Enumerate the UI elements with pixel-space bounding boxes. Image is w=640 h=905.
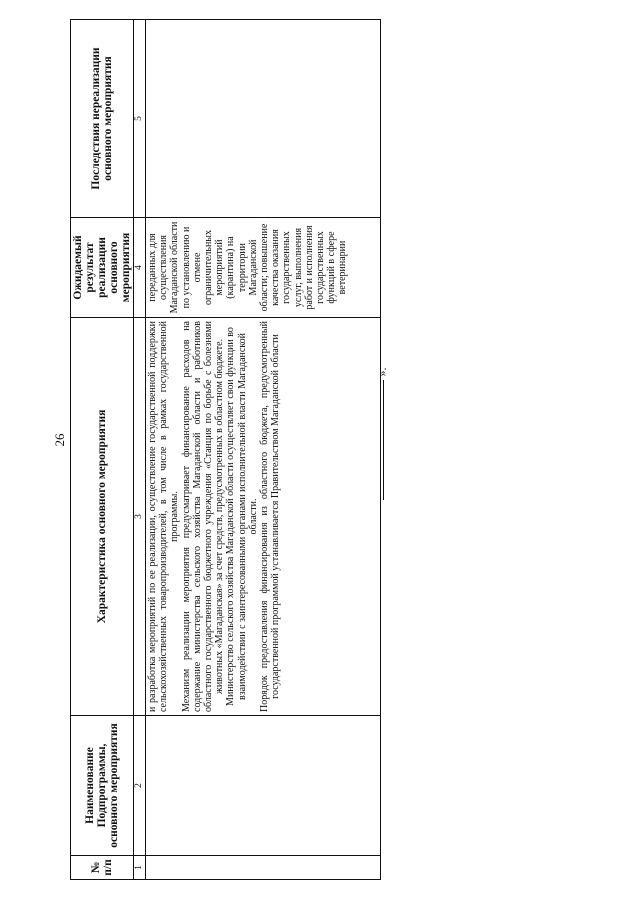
column-number: 3	[134, 318, 146, 716]
row-number-cell	[146, 856, 381, 880]
measures-table	[70, 19, 381, 880]
column-number: 5	[134, 20, 146, 218]
signature-line	[383, 380, 384, 500]
page-number: 26	[52, 433, 67, 447]
header-result: Ожидаемый результат реализации основного мероприятия	[71, 218, 134, 318]
header-characteristic: Характеристика основного мероприятия	[71, 318, 134, 716]
row-characteristic-cell	[146, 318, 381, 716]
header-row	[71, 20, 134, 880]
column-number-row	[134, 20, 146, 880]
characteristic-paragraph: и разработка мероприятий по ее реализации, осуществление государственной поддержки сельскохозяйственных товаропроизводителей, в том числе в рамках государственной программы.	[147, 321, 181, 712]
row-result-cell	[146, 218, 381, 318]
header-number: № п/п	[71, 856, 134, 880]
header-consequence: Последствия нереализации основного мероприятия	[71, 20, 134, 218]
result-paragraph: переданных для осуществления Магаданской области по установлению и отмене ограничительных мероприятий (карантина) на территории Магаданской области; повышение качества оказания государственных услуг, выполнения работ и исполнения государственных функций в сфере ветеринарии	[147, 221, 349, 314]
row-name-cell	[146, 716, 381, 856]
table-row	[146, 20, 381, 880]
header-name: Наименование Подпрограммы, основного мероприятия	[71, 716, 134, 856]
characteristic-paragraph: Механизм реализации мероприятия предусматривает финансирование расходов на содержание министерства сельского хозяйства Магаданской области и работников областного государственного бюджетного учреждения «Станция по борьбе с болезнями животных «Магаданская» за счет средств, предусмотренных в областном бюджете.	[180, 321, 226, 712]
characteristic-paragraph: Министерство сельского хозяйства Магаданской области осуществляет свои функции во взаимодействии с заинтересованными органами исполнительной власти Магаданской области.	[225, 327, 259, 706]
column-number: 2	[134, 716, 146, 856]
column-number: 4	[134, 218, 146, 318]
closing-quote-mark: ».	[375, 367, 389, 377]
column-number: 1	[134, 856, 146, 880]
characteristic-paragraph: Порядок предоставления финансирования из областного бюджета, предусмотренный государственной программой устанавливается Правительством Магаданской области	[259, 321, 282, 712]
rotated-page	[70, 20, 370, 880]
row-consequence-cell	[146, 20, 381, 218]
